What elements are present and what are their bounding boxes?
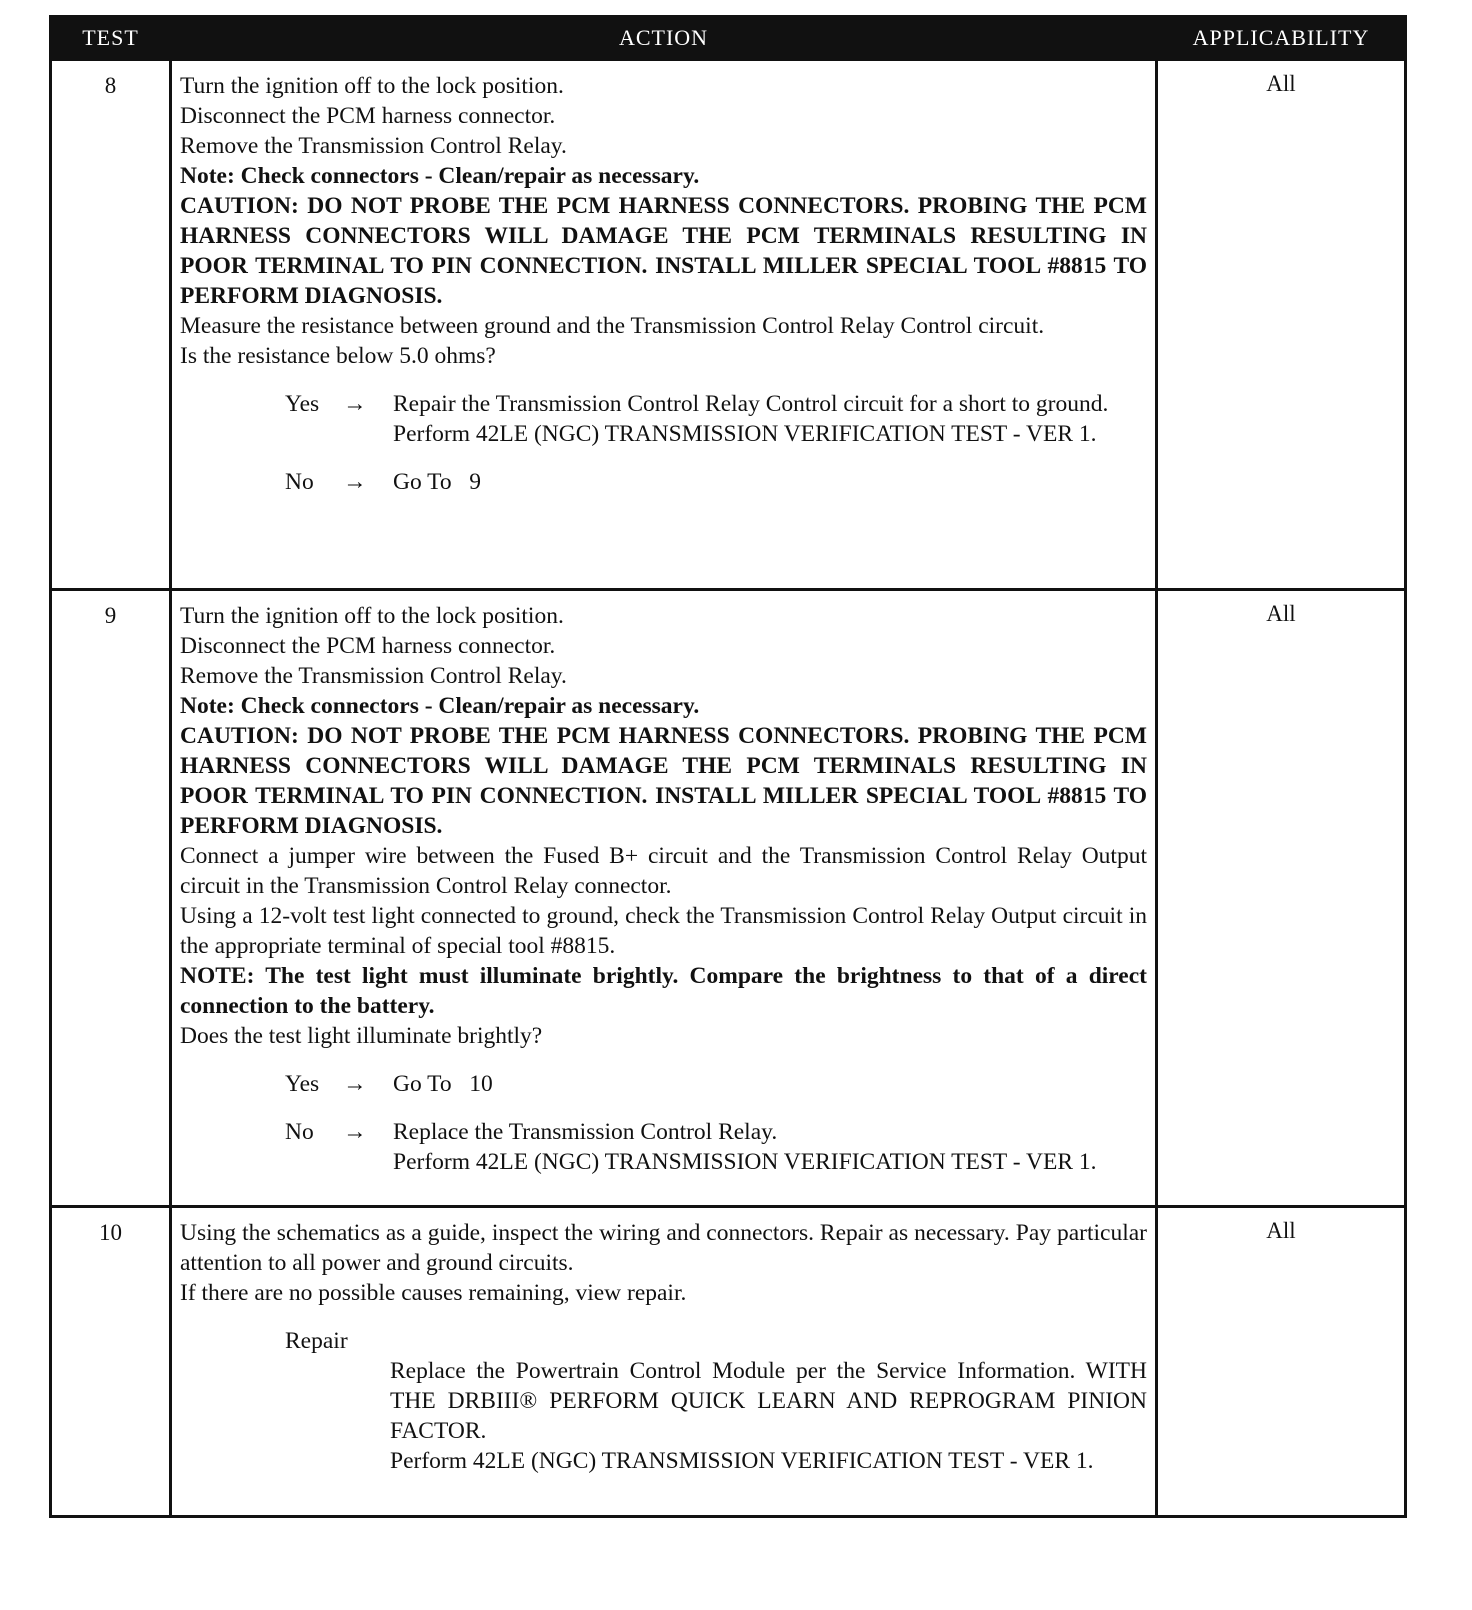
action-step: Using a 12-volt test light connected to ground, check the Transmission Control Relay Output circuit in the appropriate terminal of special tool #8815. xyxy=(180,903,1147,959)
action-step: Disconnect the PCM harness connector. xyxy=(180,103,556,129)
arrow-icon: → xyxy=(343,469,367,495)
action-step: Measure the resistance between ground and the Transmission Control Relay Control circuit. xyxy=(180,313,1045,339)
no-label: No xyxy=(285,1119,314,1145)
no-branch xyxy=(285,467,1147,497)
table-row-test-9 xyxy=(51,590,1406,1207)
action-step: If there are no possible causes remaining, view repair. xyxy=(180,1280,687,1306)
branch-result: Go To 10 xyxy=(393,1071,493,1097)
test-number: 9 xyxy=(51,590,171,1207)
repair-text: Replace the Powertrain Control Module per the Service Information. WITH THE DRBIII® PERFORM QUICK LEARN AND REPROGRAM PINION FACTOR. xyxy=(390,1358,1147,1444)
yes-label: Yes xyxy=(285,391,320,417)
branch-result: Perform 42LE (NGC) TRANSMISSION VERIFICATION TEST - VER 1. xyxy=(393,421,1097,447)
table-row-test-10 xyxy=(51,1207,1406,1517)
arrow-icon: → xyxy=(343,1119,367,1145)
applicability-value: All xyxy=(1157,590,1406,1207)
no-label: No xyxy=(285,469,314,495)
action-step: Disconnect the PCM harness connector. xyxy=(180,633,556,659)
table-row-test-8 xyxy=(51,60,1406,590)
action-step: Remove the Transmission Control Relay. xyxy=(180,663,567,689)
yes-branch xyxy=(285,1069,1147,1099)
branch-result: Repair the Transmission Control Relay Control circuit for a short to ground. xyxy=(393,391,1109,417)
header-action: ACTION xyxy=(171,17,1157,60)
branch-result: Perform 42LE (NGC) TRANSMISSION VERIFICATION TEST - VER 1. xyxy=(393,1149,1097,1175)
question-text: Does the test light illuminate brightly? xyxy=(180,1023,543,1049)
note-text: Note: Check connectors - Clean/repair as necessary. xyxy=(180,163,700,189)
yes-label: Yes xyxy=(285,1071,320,1097)
action-cell xyxy=(171,60,1157,590)
applicability-value: All xyxy=(1157,1207,1406,1517)
repair-label: Repair xyxy=(285,1328,348,1354)
branch-result: Replace the Transmission Control Relay. xyxy=(393,1119,778,1145)
table-header-row xyxy=(51,17,1406,60)
action-step: Turn the ignition off to the lock position. xyxy=(180,603,564,629)
yes-branch xyxy=(285,389,1147,449)
action-step: Using the schematics as a guide, inspect the wiring and connectors. Repair as necessary. Pay particular attention to all power and ground circuits. xyxy=(180,1220,1147,1276)
action-step: Connect a jumper wire between the Fused B+ circuit and the Transmission Control Relay Output circuit in the Transmission Control Relay connector. xyxy=(180,843,1147,899)
action-cell xyxy=(171,1207,1157,1517)
caution-text: CAUTION: DO NOT PROBE THE PCM HARNESS CONNECTORS. PROBING THE PCM HARNESS CONNECTORS WILL DAMAGE THE PCM TERMINALS RESULTING IN POOR TERMINAL TO PIN CONNECTION. INSTALL MILLER SPECIAL TOOL #8815 TO PERFORM DIAGNOSIS. xyxy=(180,723,1147,839)
action-step: Turn the ignition off to the lock position. xyxy=(180,73,564,99)
test-number: 8 xyxy=(51,60,171,590)
question-text: Is the resistance below 5.0 ohms? xyxy=(180,343,496,369)
action-cell xyxy=(171,590,1157,1207)
header-test: TEST xyxy=(51,17,171,60)
header-applicability: APPLICABILITY xyxy=(1157,17,1406,60)
note-text: Note: Check connectors - Clean/repair as necessary. xyxy=(180,693,700,719)
branch-result: Go To 9 xyxy=(393,469,482,495)
caution-text: CAUTION: DO NOT PROBE THE PCM HARNESS CONNECTORS. PROBING THE PCM HARNESS CONNECTORS WILL DAMAGE THE PCM TERMINALS RESULTING IN POOR TERMINAL TO PIN CONNECTION. INSTALL MILLER SPECIAL TOOL #8815 TO PERFORM DIAGNOSIS. xyxy=(180,193,1147,309)
action-step: Remove the Transmission Control Relay. xyxy=(180,133,567,159)
no-branch xyxy=(285,1117,1147,1177)
arrow-icon: → xyxy=(343,1071,367,1097)
note-text: NOTE: The test light must illuminate brightly. Compare the brightness to that of a direct connection to the battery. xyxy=(180,963,1147,1019)
test-number: 10 xyxy=(51,1207,171,1517)
repair-perform: Perform 42LE (NGC) TRANSMISSION VERIFICATION TEST - VER 1. xyxy=(390,1448,1094,1474)
applicability-value: All xyxy=(1157,60,1406,590)
arrow-icon: → xyxy=(343,391,367,417)
diagnostic-table xyxy=(49,15,1407,1518)
